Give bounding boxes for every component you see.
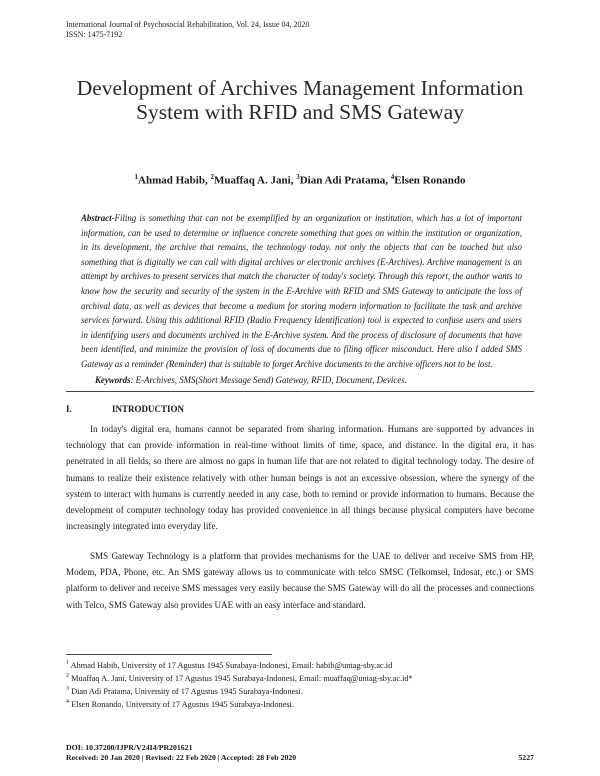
section-title: INTRODUCTION bbox=[112, 404, 185, 414]
paper-title: Development of Archives Management Information System with RFID and SMS Gateway bbox=[76, 76, 524, 124]
author-affil-num: 1 bbox=[134, 173, 139, 181]
journal-header: International Journal of Psychosocial Rehabilitation, Vol. 24, Issue 04, 2020 bbox=[66, 20, 310, 29]
footnote-text: Muaffaq A. Jani, University of 17 Agustus 1945 Surabaya-Indonesi, Email: muaffaq@untag-sby.ac.id* bbox=[69, 673, 413, 683]
doi: DOI: 10.37200/IJPR/V24I4/PR201621 bbox=[66, 743, 193, 752]
received-dates: Received: 20 Jan 2020 | Revised: 22 Feb 2020 | Accepted: 28 Feb 2020 bbox=[66, 753, 297, 762]
section-number: I. bbox=[66, 404, 72, 414]
author-name: Muaffaq A. Jani, bbox=[213, 174, 297, 187]
footnote bbox=[66, 671, 534, 684]
divider bbox=[66, 391, 534, 392]
keywords bbox=[95, 374, 525, 386]
footnotes bbox=[66, 658, 534, 710]
author-name: Ahmad Habib, bbox=[138, 174, 211, 187]
footnote bbox=[66, 684, 534, 697]
body-paragraph: SMS Gateway Technology is a platform that provides mechanisms for the UAE to deliver and receive SMS from HP, Modem, PDA, Phone, etc. An SMS gateway allows us to communicate with telco SMSC (Telkomsel, Indosat, etc.) or SMS platform to deliver and receive SMS messages very easily because the SMS Gateway will do all the processes and connections with Telco, SMS Gateway also provides UAE with an easy interface and standard. bbox=[66, 551, 534, 610]
footnote-divider bbox=[66, 654, 272, 655]
footnote-text: Elsen Ronando, University of 17 Agustus 1945 Surabaya-Indonesi. bbox=[69, 699, 294, 709]
section-heading bbox=[66, 403, 184, 415]
author-name: Elsen Ronando bbox=[394, 174, 466, 187]
abstract-text: Filing is something that can not be exemplified by an organization or institution, which has a lot of important information, can be used to determine or influence concrete something that goes on within the institution or organization, in its development, the archive that remains, the technology today. not only the objects that can be touched but also something that is digitally we can call with digital archives or electronic archives (E-Archives). Archive management is an attempt by archives to present services that match the character of today's society. Through this report, the author wants to know how the security and security of the system in the E-Archive with RFID and SMS Gateway to anticipate the loss of archival data, as well as devices that become a medium for storing modern information to facilitate the task and archive services forward. Using this additional RFID (Radio Frequency Identification) tool is expected to confuse users and users in identifying users and documents archived in the E-Archive system. And the process of disclosure of documents that have been identified, and minimize the provision of loss of documents due to filing officer misconduct. Here also I added SMS Gateway as a reminder (Reminder) that is suitable to forget Archive documents to the archive officers not to be lost. bbox=[81, 213, 522, 369]
issn: ISSN: 1475-7192 bbox=[66, 30, 123, 39]
author-affil-num: 3 bbox=[296, 173, 300, 181]
abstract bbox=[81, 211, 522, 372]
keywords-text: : E-Archives, SMS(Short Message Send) Gateway, RFID, Document, Devices. bbox=[130, 375, 407, 385]
footnote-text: Ahmad Habib, University of 17 Agustus 1945 Surabaya-Indonesi, Email: habib@untag-sby.ac.id bbox=[69, 660, 393, 670]
footnote-num: 2 bbox=[66, 673, 69, 680]
footnote-num: 3 bbox=[66, 686, 69, 693]
body-paragraph: In today's digital era, humans cannot be separated from sharing information. Humans are supported by advances in technology that can provide information in real-time without limits of time, space, and distance. In the digital era, it has penetrated in all fields, so there are almost no gaps in human life that are not related to digital technology today. The desire of humans to realize their existence relatively with other human beings is not an excessive obsession, where the synergy of the system to interact with humans is currently needed in any case, both to remind or provide information to humans. Because the development of computer technology today has provided convenience in all things because physical computers have become increasingly integrated into everyday life. bbox=[66, 424, 534, 532]
keywords-label: Keywords bbox=[95, 375, 131, 385]
footnote bbox=[66, 658, 534, 671]
page-number: 5227 bbox=[518, 753, 534, 762]
footnote-num: 1 bbox=[66, 660, 69, 666]
author-affil-num: 4 bbox=[390, 173, 395, 181]
author-list bbox=[60, 170, 540, 188]
footnote-text: Dian Adi Pratama, University of 17 Agustus 1945 Surabaya-Indonesi. bbox=[69, 686, 303, 696]
author-name: Dian Adi Pratama, bbox=[299, 174, 391, 187]
abstract-label: Abstract- bbox=[81, 213, 115, 223]
footnote bbox=[66, 697, 534, 710]
footnote-num: 4 bbox=[66, 699, 69, 706]
author-affil-num: 2 bbox=[210, 173, 214, 181]
